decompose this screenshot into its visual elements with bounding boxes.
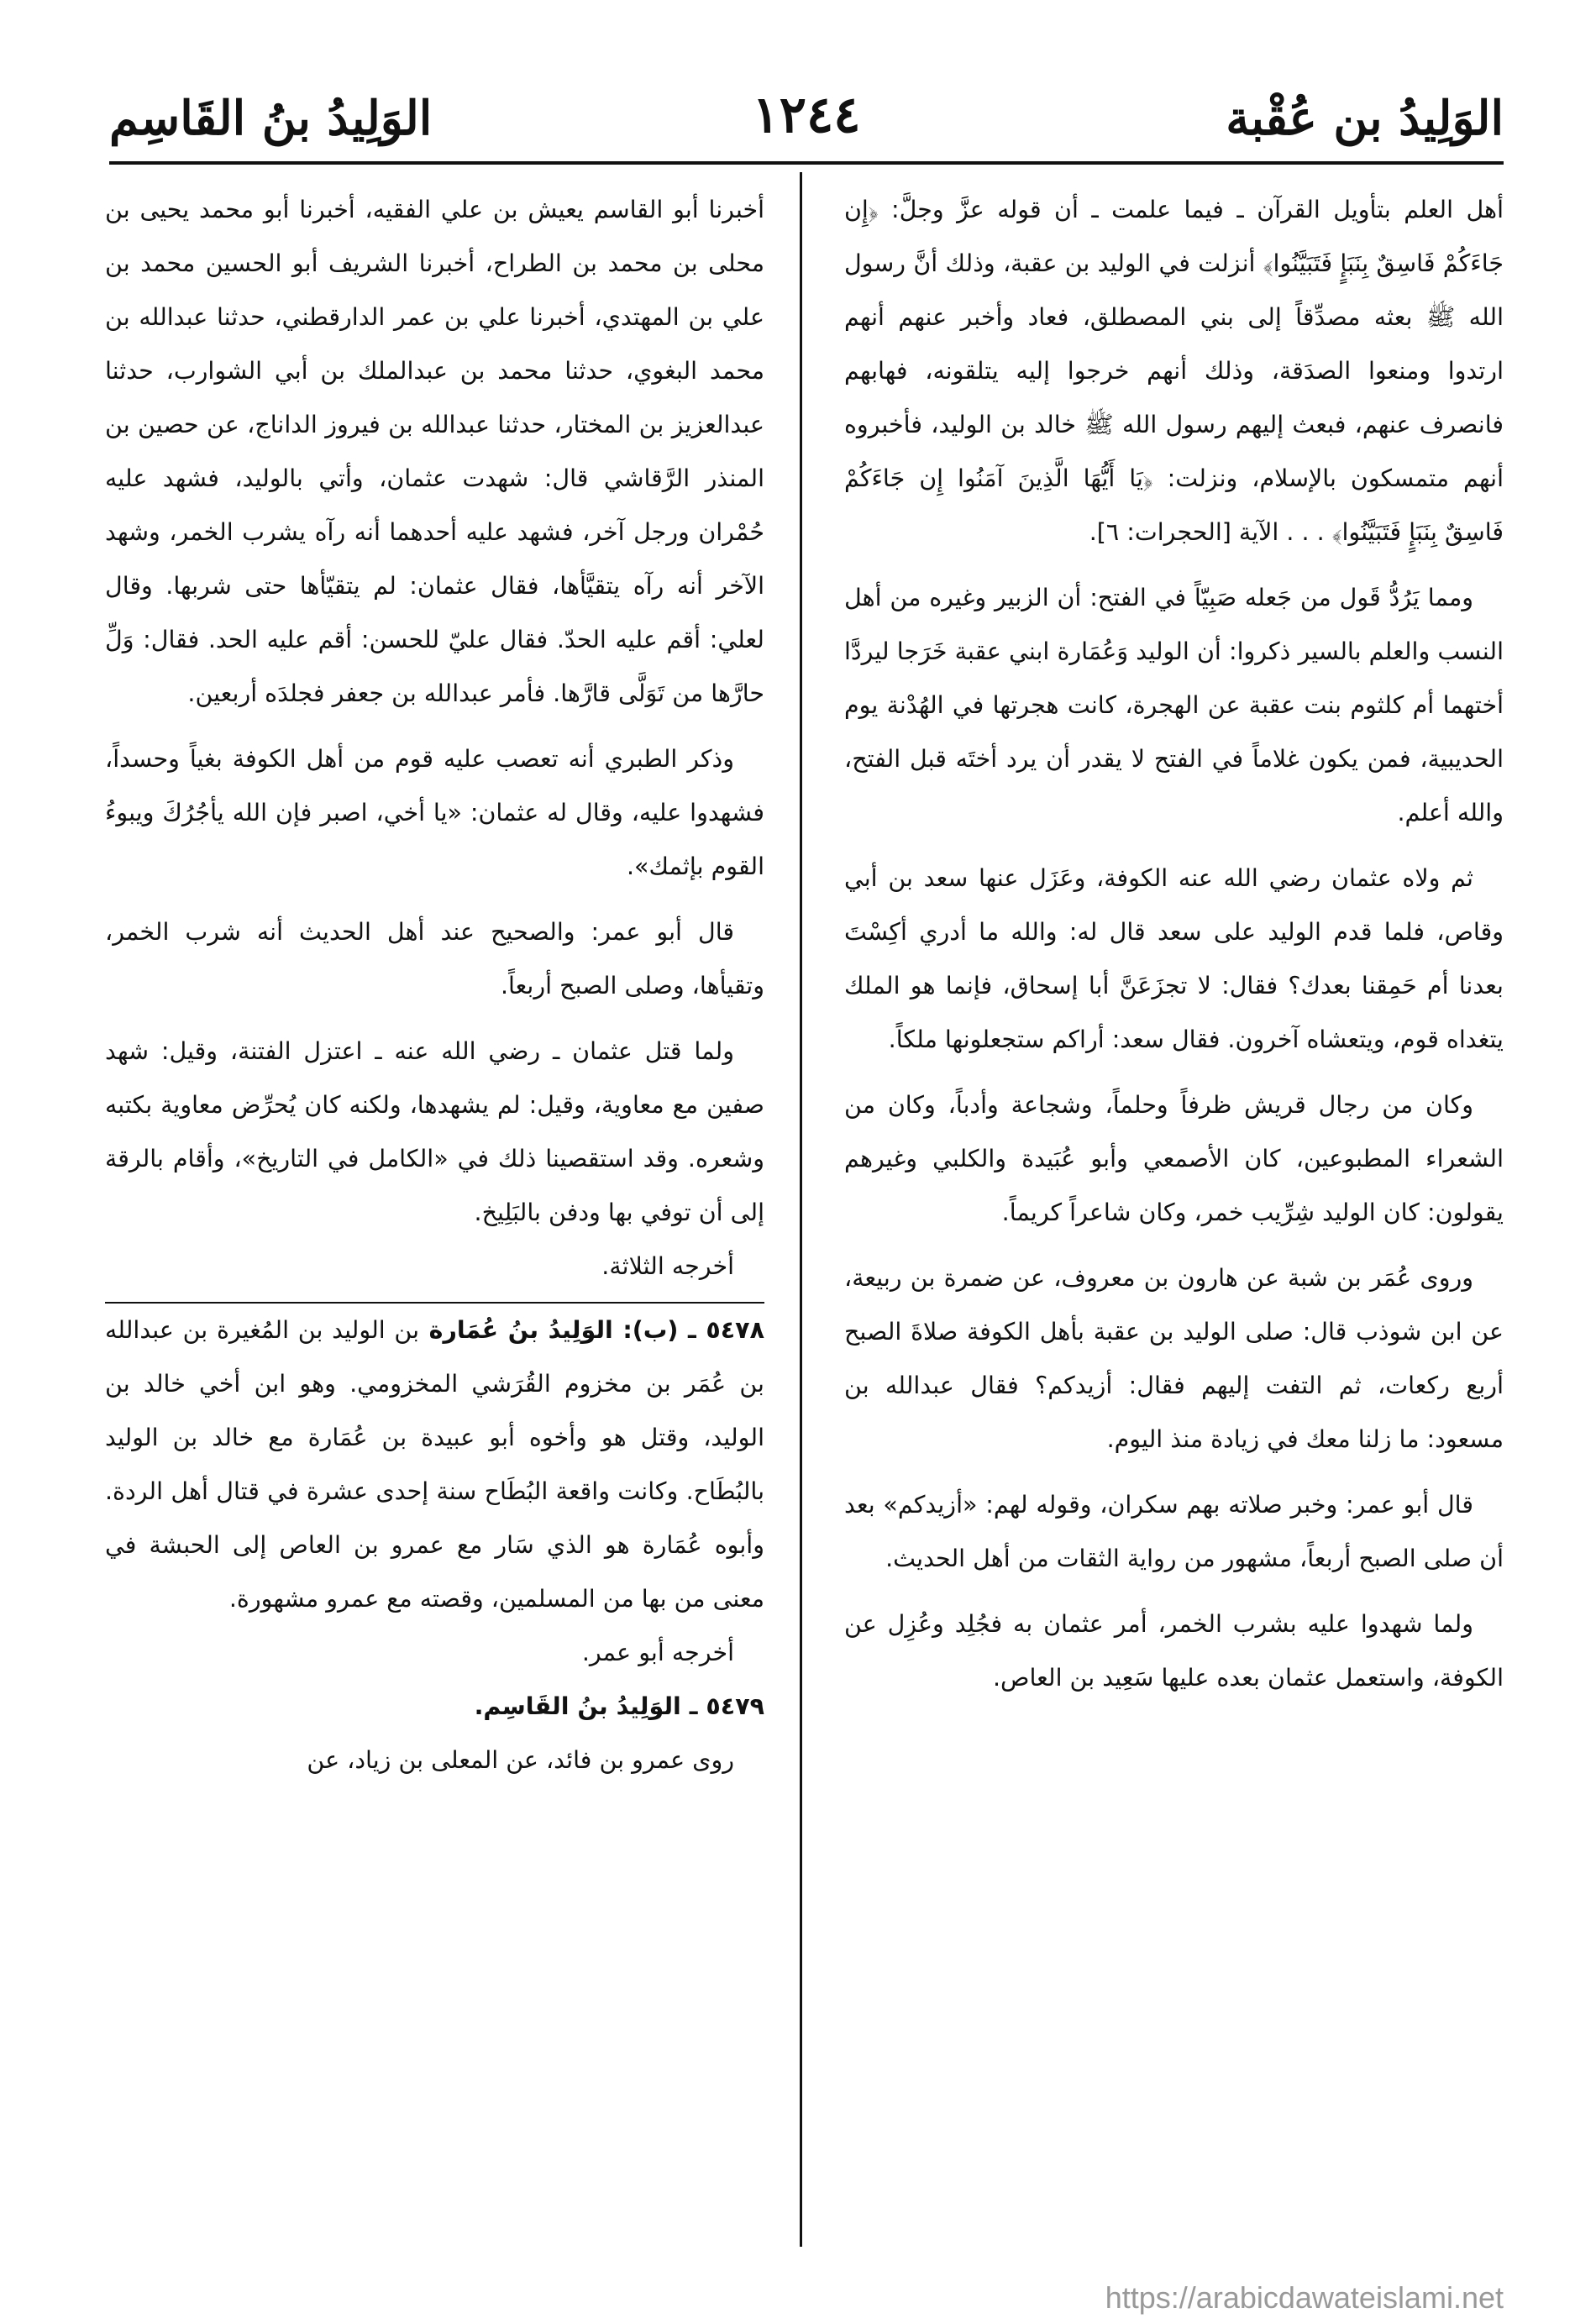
watermark-url: https://arabicdawateislami.net: [1105, 2280, 1504, 2315]
paragraph: روى عمرو بن فائد، عن المعلى بن زياد، عن: [307, 1746, 734, 1774]
paragraph: أهل العلم بتأويل القرآن ـ فيما علمت ـ أن قوله عزَّ وجلَّ: ﴿إِن جَاءَكُمْ فَاسِقٌ بِنَبَإٍ فَتَبَيَّنُوا﴾ أنزلت في الوليد بن عقبة، وذلك أنَّ رسول الله ﷺ بعثه مصدِّقاً إلى بني المصطلق، فعاد وأخبر عنهم أنهم ارتدوا ومنعوا الصدَقة، وذلك أنهم خرجوا إليه يتلقونه، فهابهم فانصرف عنهم، فبعث إليهم رسول الله ﷺ خالد بن الوليد، فأخبروه أنهم متمسكون بالإسلام، ونزلت: ﴿يَا أَيُّهَا الَّذِينَ آمَنُوا إِن جَاءَكُمْ فَاسِقٌ بِنَبَإٍ فَتَبَيَّنُوا﴾ . . . الآية [الحجرات: ٦].: [844, 196, 1504, 546]
right-column: [844, 183, 1504, 1705]
running-title-right: الوَلِيدُ بن عُقْبة: [1226, 91, 1504, 146]
paragraph: ومما يَرُدُّ قَول من جَعله صَبِيّاً في الفتح: أن الزبير وغيره من أهل النسب والعلم بالسير ذكروا: أن الوليد وَعُمَارة ابني عقبة خَرَجا ليردَّا أختهما أم كلثوم بنت عقبة عن الهجرة، كانت هجرتها في الهُدْنة يوم الحديبية، فمن يكون غلاماً في الفتح لا يقدر أن يرد أختَه قبل الفتح، والله أعلم.: [844, 584, 1504, 826]
paragraph: ولما شهدوا عليه بشرب الخمر، أمر عثمان به فجُلِد وعُزِل عن الكوفة، واستعمل عثمان بعده عليها سَعِيد بن العاص.: [844, 1610, 1504, 1692]
paragraph: قال أبو عمر: وخبر صلاته بهم سكران، وقوله لهم: «أزيدكم» بعد أن صلى الصبح أربعاً، مشهور من رواية الثقات من أهل الحديث.: [844, 1491, 1504, 1572]
page-number: ١٢٤٤: [752, 86, 861, 144]
paragraph: قال أبو عمر: والصحيح عند أهل الحديث أنه شرب الخمر، وتقيأها، وصلى الصبح أربعاً.: [105, 918, 764, 999]
takhrij-note: أخرجه الثلاثة.: [601, 1252, 734, 1280]
paragraph: أخبرنا أبو القاسم يعيش بن علي الفقيه، أخبرنا أبو محمد يحيى بن محلى بن محمد بن الطراح، أخبرنا الشريف أبو الحسين محمد بن علي بن المهتدي، أخبرنا علي بن عمر الدارقطني، حدثنا عبدالله بن محمد البغوي، حدثنا محمد بن عبدالملك بن أبي الشوارب، حدثنا عبدالعزيز بن المختار، حدثنا عبدالله بن فيروز الداناج، عن حصين بن المنذر الرَّقاشي قال: شهدت عثمان، وأتي بالوليد، فشهد عليه حُمْران ورجل آخر، فشهد عليه أحدهما أنه رآه يشرب الخمر، وشهد الآخر أنه رآه يتقيَّأها، فقال عثمان: لم يتقيّأها حتى شربها. وقال لعلي: أقم عليه الحدّ. فقال عليّ للحسن: أقم عليه الحد. فقال: وَلِّ حارَّها من تَوَلَّى قارَّها. فأمر عبدالله بن جعفر فجلدَه أربعين.: [105, 196, 764, 707]
entry-heading: ـ الوَلِيدُ بنُ القَاسِم.: [474, 1692, 698, 1720]
paragraph: وذكر الطبري أنه تعصب عليه قوم من أهل الكوفة بغياً وحسداً، فشهدوا عليه، وقال له عثمان: «يا أخي، اصبر فإن الله يأجُرُكَ ويبوءُ القوم بإثمك».: [105, 745, 764, 880]
entry-5479: [105, 1680, 764, 1734]
entry-number: ٥٤٧٨: [706, 1316, 764, 1344]
paragraph: وكان من رجال قريش ظرفاً وحلماً، وشجاعة وأدباً، وكان من الشعراء المطبوعين، كان الأصمعي وأبو عُبَيدة والكلبي وغيرهم يقولون: كان الوليد شِرِّيب خمر، وكان شاعراً كريماً.: [844, 1091, 1504, 1226]
paragraph: ثم ولاه عثمان رضي الله عنه الكوفة، وعَزَل عنها سعد بن أبي وقاص، فلما قدم الوليد على سعد قال له: والله ما أدري أكِسْتَ بعدنا أم حَمِقنا بعدك؟ فقال: لا تجزَعَنَّ أبا إسحاق، فإنما هو الملك يتغداه قوم، ويتعشاه آخرون. فقال سعد: أراكم ستجعلونها ملكاً.: [844, 864, 1504, 1053]
entry-text: بن الوليد بن المُغيرة بن عبدالله بن عُمَر بن مخزوم القُرَشي المخزومي. وهو ابن أخي خالد بن الوليد، وقتل هو وأخوه أبو عبيدة بن عُمَارة مع خالد بن الوليد بالبُطَاح. وكانت واقعة البُطَاح سنة إحدى عشرة في قتال أهل الردة. وأبوه عُمَارة هو الذي سَار مع عمرو بن العاص إلى الحبشة في معنى من بها من المسلمين، وقصته مع عمرو مشهورة.: [105, 1316, 764, 1613]
paragraph: وروى عُمَر بن شبة عن هارون بن معروف، عن ضمرة بن ربيعة، عن ابن شوذب قال: صلى الوليد بن عقبة بأهل الكوفة صلاةَ الصبح أربع ركعات، ثم التفت إليهم فقال: أزيدكم؟ فقال عبدالله بن مسعود: ما زلنا معك في زيادة منذ اليوم.: [844, 1264, 1504, 1453]
takhrij-note: أخرجه أبو عمر.: [581, 1639, 734, 1666]
entry-number: ٥٤٧٩: [706, 1692, 764, 1720]
entry-5478: [105, 1304, 764, 1626]
left-column: [105, 183, 764, 1787]
entry-heading: ـ (ب): الوَلِيدُ بنُ عُمَارة: [428, 1316, 696, 1344]
header-rule: [109, 161, 1504, 165]
page-header: [109, 76, 1504, 155]
column-divider: [800, 172, 802, 2247]
running-title-left: الوَلِيدُ بنُ القَاسِم: [109, 91, 433, 146]
paragraph: ولما قتل عثمان ـ رضي الله عنه ـ اعتزل الفتنة، وقيل: شهد صفين مع معاوية، وقيل: لم يشهدها، ولكنه كان يُحرِّض معاوية بكتبه وشعره. وقد استقصينا ذلك في «الكامل في التاريخ»، وأقام بالرقة إلى أن توفي بها ودفن بالبَلِيخ.: [105, 1037, 764, 1226]
